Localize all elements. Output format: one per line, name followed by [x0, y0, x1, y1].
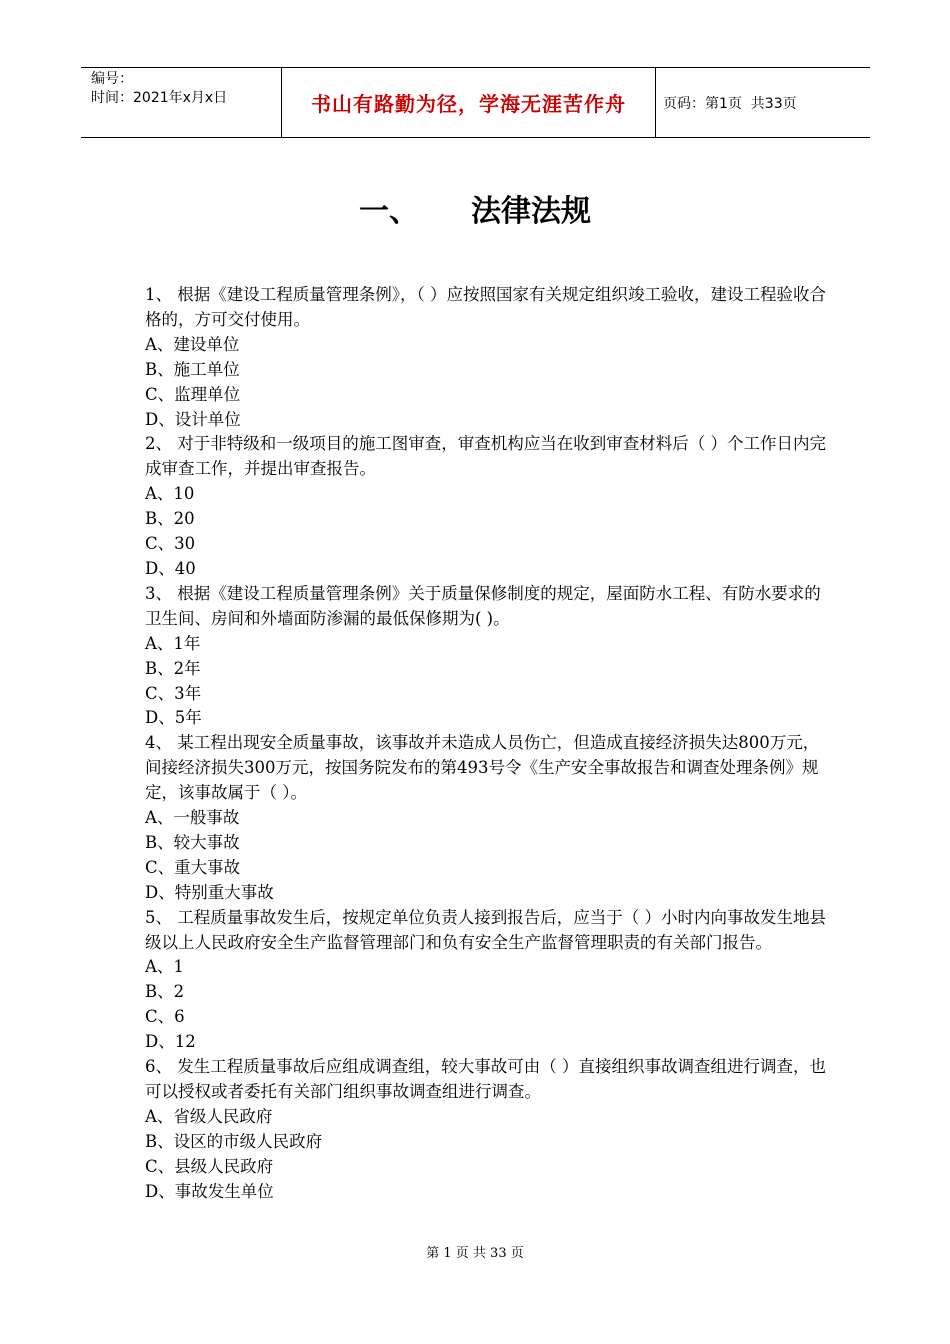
header-meta — [81, 68, 281, 137]
question-text: 1、 根据《建设工程质量管理条例》，（ ）应按照国家有关规定组织竣工验收，建设工程验收合格的，方可交付使用。 — [145, 285, 826, 329]
header-page-info: 页码：第1页 共33页 — [663, 95, 797, 112]
option-d: D、事故发生单位 — [145, 1181, 274, 1201]
document-id-label: 编号： — [91, 71, 133, 87]
option-c: C、30 — [145, 534, 196, 554]
question-item — [145, 906, 835, 1055]
option-b: B、2 — [145, 982, 185, 1002]
header-motto: 书山有路勤为径，学海无涯苦作舟 — [311, 92, 626, 116]
question-item — [145, 1055, 835, 1204]
option-c: C、重大事故 — [145, 857, 241, 877]
question-text: 4、 某工程出现安全质量事故，该事故并未造成人员伤亡，但造成直接经济损失达800万元，间接经济损失300万元，按国务院发布的第493号令《生产安全事故报告和调查处理条例》规定，该事故属于（ ）。 — [145, 733, 820, 803]
question-item — [145, 283, 835, 432]
header-divider — [655, 68, 656, 137]
question-item — [145, 731, 835, 905]
option-d: D、12 — [145, 1032, 196, 1052]
option-a: A、1年 — [145, 633, 201, 653]
page-footer: 第 1 页 共 33 页 — [426, 1246, 524, 1261]
question-list — [145, 283, 835, 1205]
option-c: C、县级人民政府 — [145, 1156, 274, 1176]
option-d: D、特别重大事故 — [145, 882, 274, 902]
option-c: C、监理单位 — [145, 384, 241, 404]
option-b: B、20 — [145, 509, 195, 529]
option-a: A、省级人民政府 — [145, 1106, 273, 1126]
question-text: 5、 工程质量事故发生后，按规定单位负责人接到报告后，应当于（ ）小时内向事故发生地县级以上人民政府安全生产监督管理部门和负有安全生产监督管理职责的有关部门报告。 — [145, 907, 826, 952]
option-c: C、6 — [145, 1007, 185, 1027]
option-d: D、40 — [145, 558, 196, 578]
question-text: 6、 发生工程质量事故后应组成调查组，较大事故可由（ ）直接组织事故调查组进行调查，也可以授权或者委托有关部门组织事故调查组进行调查。 — [145, 1057, 826, 1101]
option-a: A、1 — [145, 957, 184, 977]
section-title-text: 法律法规 — [471, 194, 591, 229]
section-number: 一、 — [359, 194, 419, 229]
question-item — [145, 582, 835, 731]
option-a: A、建设单位 — [145, 334, 240, 354]
option-b: B、施工单位 — [145, 359, 240, 379]
question-text: 2、 对于非特级和一级项目的施工图审查，审查机构应当在收到审查材料后（ ）个工作日内完成审查工作，并提出审查报告。 — [145, 434, 826, 479]
section-title — [0, 192, 950, 232]
question-item — [145, 432, 835, 581]
option-c: C、3年 — [145, 683, 202, 703]
option-d: D、5年 — [145, 708, 202, 728]
option-a: A、10 — [145, 484, 195, 504]
option-b: B、设区的市级人民政府 — [145, 1131, 323, 1151]
option-d: D、设计单位 — [145, 409, 241, 429]
option-b: B、较大事故 — [145, 832, 240, 852]
option-a: A、一般事故 — [145, 808, 240, 828]
document-header — [81, 67, 870, 138]
option-b: B、2年 — [145, 658, 201, 678]
question-text: 3、 根据《建设工程质量管理条例》关于质量保修制度的规定，屋面防水工程、有防水要求的卫生间、房间和外墙面防渗漏的最低保修期为( )。 — [145, 583, 821, 628]
document-time-label: 时间：2021年x月x日 — [91, 90, 228, 106]
